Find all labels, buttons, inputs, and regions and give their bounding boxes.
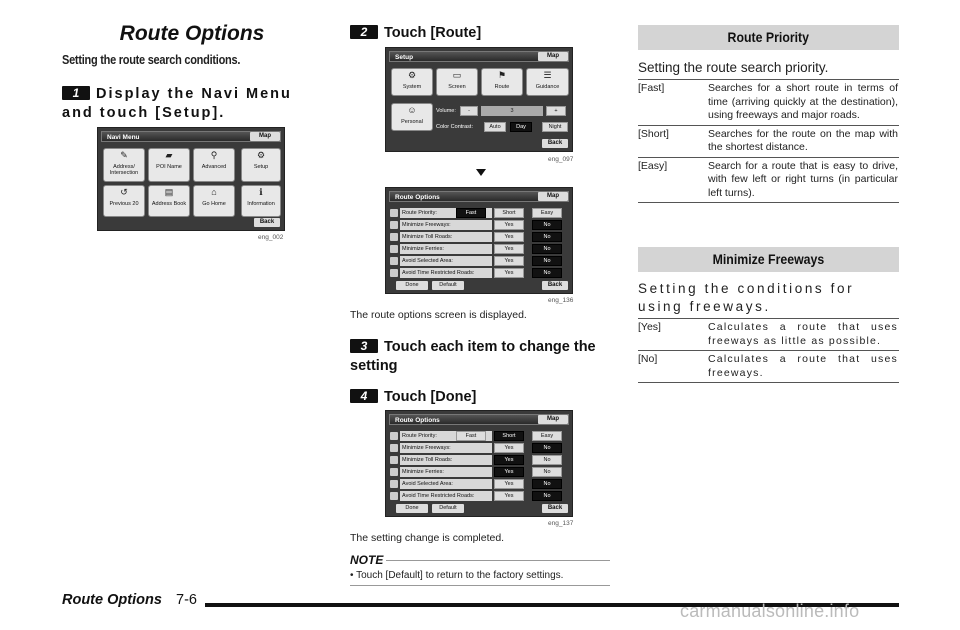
- row-icon: [390, 432, 398, 440]
- back-button: Back: [254, 218, 280, 227]
- option-key: [No]: [638, 353, 658, 365]
- map-button: Map: [538, 415, 568, 424]
- option-button: Yes: [494, 455, 524, 465]
- image-code: eng_002: [258, 234, 284, 241]
- system-icon: ⚙: [407, 70, 417, 80]
- option-button: Yes: [494, 268, 524, 278]
- done-button: Done: [396, 504, 428, 513]
- note-divider: [386, 560, 610, 561]
- caption-setting-complete: The setting change is completed.: [350, 532, 505, 544]
- row-icon: [390, 480, 398, 488]
- step-1: [62, 85, 324, 123]
- option-row: [390, 220, 568, 230]
- option-description: Searches for the route on the map with the shortest distance.: [708, 127, 898, 153]
- row-icon: [390, 444, 398, 452]
- tile-personal: ☺ Personal: [391, 103, 433, 131]
- option-button: Fast: [456, 208, 486, 218]
- row-icon: [390, 468, 398, 476]
- guidance-icon: ☰: [543, 70, 552, 80]
- option-label: Avoid Time Restricted Roads:: [400, 491, 492, 501]
- tile-poi-name: ▰ POI Name: [148, 148, 190, 182]
- option-button: Fast: [456, 431, 486, 441]
- tile-screen: ▭ Screen: [436, 68, 478, 96]
- option-row: [390, 268, 568, 278]
- option-button: Yes: [494, 467, 524, 477]
- step-3: [350, 338, 612, 376]
- option-button: No: [532, 491, 562, 501]
- row-icon: [390, 209, 398, 217]
- option-key: [Fast]: [638, 82, 665, 94]
- option-button: Short: [494, 208, 524, 218]
- map-button: Map: [250, 132, 280, 141]
- option-description: Calculates a route that uses freeways as little as possible.: [708, 321, 898, 347]
- option-button: No: [532, 256, 562, 266]
- option-label: Minimize Toll Roads:: [400, 232, 492, 242]
- volume-plus-button: +: [546, 106, 566, 116]
- tile-go-home: ⌂ Go Home: [193, 185, 235, 217]
- row-icon: [390, 233, 398, 241]
- option-button: No: [532, 479, 562, 489]
- option-label: Minimize Ferries:: [400, 467, 492, 477]
- personal-icon: ☺: [407, 105, 417, 115]
- option-label: Minimize Freeways:: [400, 443, 492, 453]
- option-button: No: [532, 244, 562, 254]
- option-button: Short: [494, 431, 524, 441]
- tile-previous: ↺ Previous 20: [103, 185, 145, 217]
- image-code: eng_097: [548, 156, 574, 163]
- footer-section-name: Route Options: [62, 592, 162, 608]
- row-icon: [390, 257, 398, 265]
- map-button: Map: [538, 52, 568, 61]
- option-row: [390, 431, 568, 441]
- navi-menu-screenshot: [97, 127, 285, 231]
- option-button: No: [532, 455, 562, 465]
- note-bottom-rule: [350, 585, 610, 586]
- contrast-day-button: Day: [510, 122, 532, 132]
- option-button: No: [532, 220, 562, 230]
- option-description: Search for a route that is easy to drive, with few left or right turns (in particular left turns).: [708, 159, 898, 199]
- back-button: Back: [542, 139, 568, 148]
- tile-advanced: ⚲ Advanced: [193, 148, 235, 182]
- option-label: Minimize Freeways:: [400, 220, 492, 230]
- contrast-label: Color Contrast:: [436, 124, 473, 130]
- option-label: Route Priority:: [400, 431, 492, 441]
- step-number: 3: [350, 339, 378, 353]
- option-button: Yes: [494, 244, 524, 254]
- screen-title: Route Options: [389, 191, 569, 202]
- option-label: Avoid Time Restricted Roads:: [400, 268, 492, 278]
- default-button: Default: [432, 504, 464, 513]
- section-heading-minimize-freeways: Minimize Freeways: [638, 247, 899, 272]
- watermark: carmanualsonline.info: [680, 601, 860, 621]
- note-heading: NOTE: [350, 553, 384, 567]
- route-options-screenshot-1: [385, 187, 573, 294]
- option-row: [390, 244, 568, 254]
- option-row: [390, 232, 568, 242]
- tile-address-book: ▤ Address Book: [148, 185, 190, 217]
- contrast-night-button: Night: [542, 122, 568, 132]
- row-icon: [390, 221, 398, 229]
- table-row: [638, 80, 899, 126]
- row-icon: [390, 456, 398, 464]
- option-key: [Yes]: [638, 321, 661, 333]
- done-button: Done: [396, 281, 428, 290]
- step-2: [350, 24, 612, 43]
- option-button: No: [532, 443, 562, 453]
- step-text: Touch [Route]: [384, 25, 482, 41]
- tile-system: ⚙ System: [391, 68, 433, 96]
- step-text: Display the Navi Menu and touch [Setup].: [62, 86, 292, 121]
- option-row: [390, 208, 568, 218]
- volume-label: Volume:: [436, 108, 456, 114]
- step-text: Touch [Done]: [384, 389, 477, 405]
- option-row: [390, 491, 568, 501]
- option-label: Route Priority:: [400, 208, 492, 218]
- step-4: [350, 388, 612, 407]
- footer-page-number: 7-6: [176, 592, 197, 608]
- option-button: Yes: [494, 256, 524, 266]
- volume-minus-button: -: [460, 106, 478, 116]
- row-icon: [390, 245, 398, 253]
- option-description: Searches for a short route in terms of time (arriving quickly at the destination), using freeways and major roads.: [708, 82, 898, 121]
- option-button: No: [532, 268, 562, 278]
- option-button: Yes: [494, 220, 524, 230]
- address-icon: ✎: [120, 150, 128, 160]
- step-number: 2: [350, 25, 378, 39]
- page-title: Route Options: [119, 22, 265, 45]
- tile-information: ℹ Information: [241, 185, 281, 217]
- option-row: [390, 443, 568, 453]
- advanced-icon: ⚲: [210, 150, 218, 160]
- option-label: Minimize Toll Roads:: [400, 455, 492, 465]
- option-button: Yes: [494, 479, 524, 489]
- info-icon: ℹ: [259, 187, 263, 197]
- option-button: Yes: [494, 491, 524, 501]
- step-number: 1: [62, 86, 90, 100]
- option-button: No: [532, 232, 562, 242]
- option-row: [390, 455, 568, 465]
- option-description: Calculates a route that uses freeways.: [708, 353, 898, 379]
- option-button: Yes: [494, 443, 524, 453]
- tile-route: ⚑ Route: [481, 68, 523, 96]
- default-button: Default: [432, 281, 464, 290]
- row-icon: [390, 492, 398, 500]
- back-button: Back: [542, 504, 568, 513]
- down-arrow-icon: [476, 169, 486, 176]
- option-key: [Short]: [638, 127, 669, 140]
- screen-icon: ▭: [452, 70, 462, 80]
- tile-setup: ⚙ Setup: [241, 148, 281, 182]
- screen-title: Route Options: [389, 414, 569, 425]
- caption-route-screen: The route options screen is displayed.: [350, 309, 527, 321]
- row-icon: [390, 269, 398, 277]
- poi-icon: ▰: [165, 150, 173, 160]
- book-icon: ▤: [164, 187, 174, 197]
- route-priority-description: Setting the route search priority.: [638, 60, 829, 75]
- minimize-freeways-table: [638, 318, 899, 383]
- option-key: [Easy]: [638, 159, 668, 172]
- table-row: [638, 158, 899, 204]
- section-heading-route-priority: Route Priority: [638, 25, 899, 50]
- option-button: Easy: [532, 431, 562, 441]
- back-button: Back: [542, 281, 568, 290]
- setup-screenshot: [385, 47, 573, 152]
- contrast-auto-button: Auto: [484, 122, 506, 132]
- table-row: [638, 126, 899, 158]
- option-row: [390, 467, 568, 477]
- page-subtitle: Setting the route search conditions.: [62, 53, 241, 67]
- previous-icon: ↺: [120, 187, 128, 197]
- route-priority-table: [638, 79, 899, 203]
- map-button: Map: [538, 192, 568, 201]
- note-text: • Touch [Default] to return to the factory settings.: [350, 570, 564, 581]
- option-row: [390, 256, 568, 266]
- volume-value: 3: [481, 106, 543, 116]
- tile-guidance: ☰ Guidance: [526, 68, 569, 96]
- step-text: Touch each item to change the setting: [350, 339, 596, 374]
- option-label: Avoid Selected Area:: [400, 479, 492, 489]
- table-row: [638, 351, 899, 383]
- option-label: Minimize Ferries:: [400, 244, 492, 254]
- route-options-screenshot-2: [385, 410, 573, 517]
- step-number: 4: [350, 389, 378, 403]
- option-button: Yes: [494, 232, 524, 242]
- option-row: [390, 479, 568, 489]
- home-icon: ⌂: [211, 187, 217, 197]
- screen-title: Navi Menu: [101, 131, 281, 142]
- image-code: eng_136: [548, 297, 574, 304]
- tile-address: ✎ Address/ Intersection: [103, 148, 145, 182]
- screen-title: Setup: [389, 51, 569, 62]
- option-button: Easy: [532, 208, 562, 218]
- option-label: Avoid Selected Area:: [400, 256, 492, 266]
- minimize-freeways-description: Setting the conditions for using freeways.: [638, 281, 855, 314]
- setup-icon: ⚙: [256, 150, 266, 160]
- route-icon: ⚑: [497, 70, 507, 80]
- image-code: eng_137: [548, 520, 574, 527]
- option-button: No: [532, 467, 562, 477]
- table-row: [638, 319, 899, 351]
